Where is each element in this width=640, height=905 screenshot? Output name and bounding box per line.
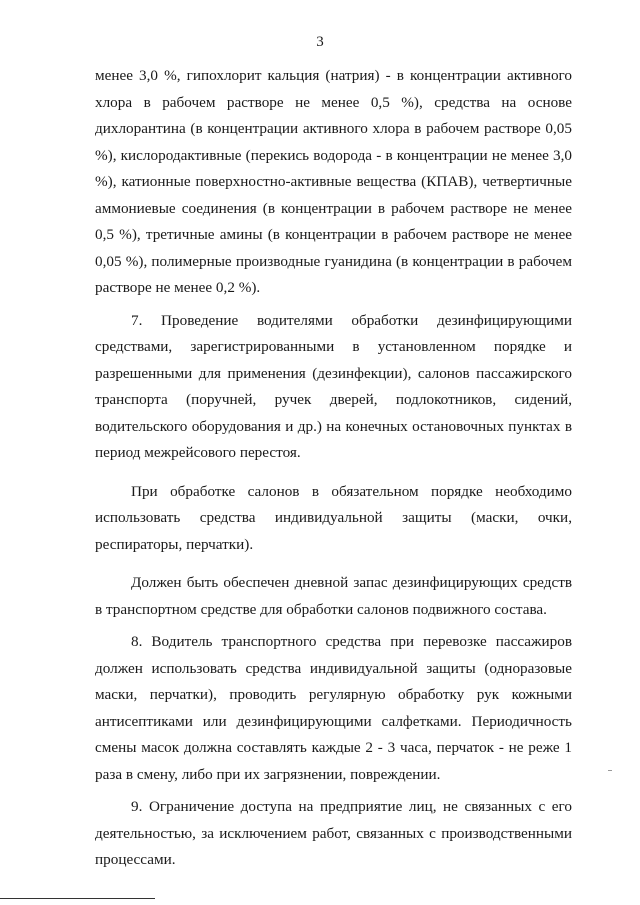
paragraph-item-9: 9. Ограничение доступа на предприятие лиц, не связанных с его деятельностью, за исключением работ, связанных с производственными процессами. (95, 798, 572, 868)
paragraph-disinfectants-list: менее 3,0 %, гипохлорит кальция (натрия) - в концентрации активного хлора в рабочем растворе не менее 0,5 %), средства на основе дихлорантина (в концентрации активного хлора в рабочем растворе 0,05 %), кислородактивные (перекись водорода - в концентрации не менее 3,0 %), катионные поверхностно-активные вещества (КПАВ), четвертичные аммониевые соединения (в концентрации в рабочем растворе не менее 0,5 %), третичные амины (в концентрации в рабочем растворе не менее 0,05 %), полимерные производные гуанидина (в концентрации в рабочем растворе не менее 0,2 %). (95, 67, 572, 296)
document-body (95, 63, 572, 874)
page-number: 3 (316, 34, 324, 50)
footnote-separator-line (0, 898, 155, 899)
paragraph-daily-supply: Должен быть обеспечен дневной запас дезинфицирующих средств в транспортном средстве для обработки салонов подвижного состава. (95, 574, 572, 618)
margin-mark (608, 770, 612, 771)
paragraph-protection-means: При обработке салонов в обязательном порядке необходимо использовать средства индивидуальной защиты (маски, очки, респираторы, перчатки). (95, 482, 572, 553)
paragraph-item-8: 8. Водитель транспортного средства при перевозке пассажиров должен использовать средства индивидуальной защиты (одноразовые маски, перчатки), проводить регулярную обработку рук кожными антисептиками или дезинфицирующими салфетками. Периодичность смены масок должна составлять каждые 2 - 3 часа, перчаток - не реже 1 раза в смену, либо при их загрязнении, повреждении. (95, 633, 572, 783)
paragraph-item-7: 7. Проведение водителями обработки дезинфицирующими средствами, зарегистрированными в установленном порядке и разрешенными для применения (дезинфекции), салонов пассажирского транспорта (поручней, ручек дверей, подлокотников, сидений, водительского оборудования и др.) на конечных остановочных пунктах в период межрейсового перестоя. (95, 311, 572, 461)
